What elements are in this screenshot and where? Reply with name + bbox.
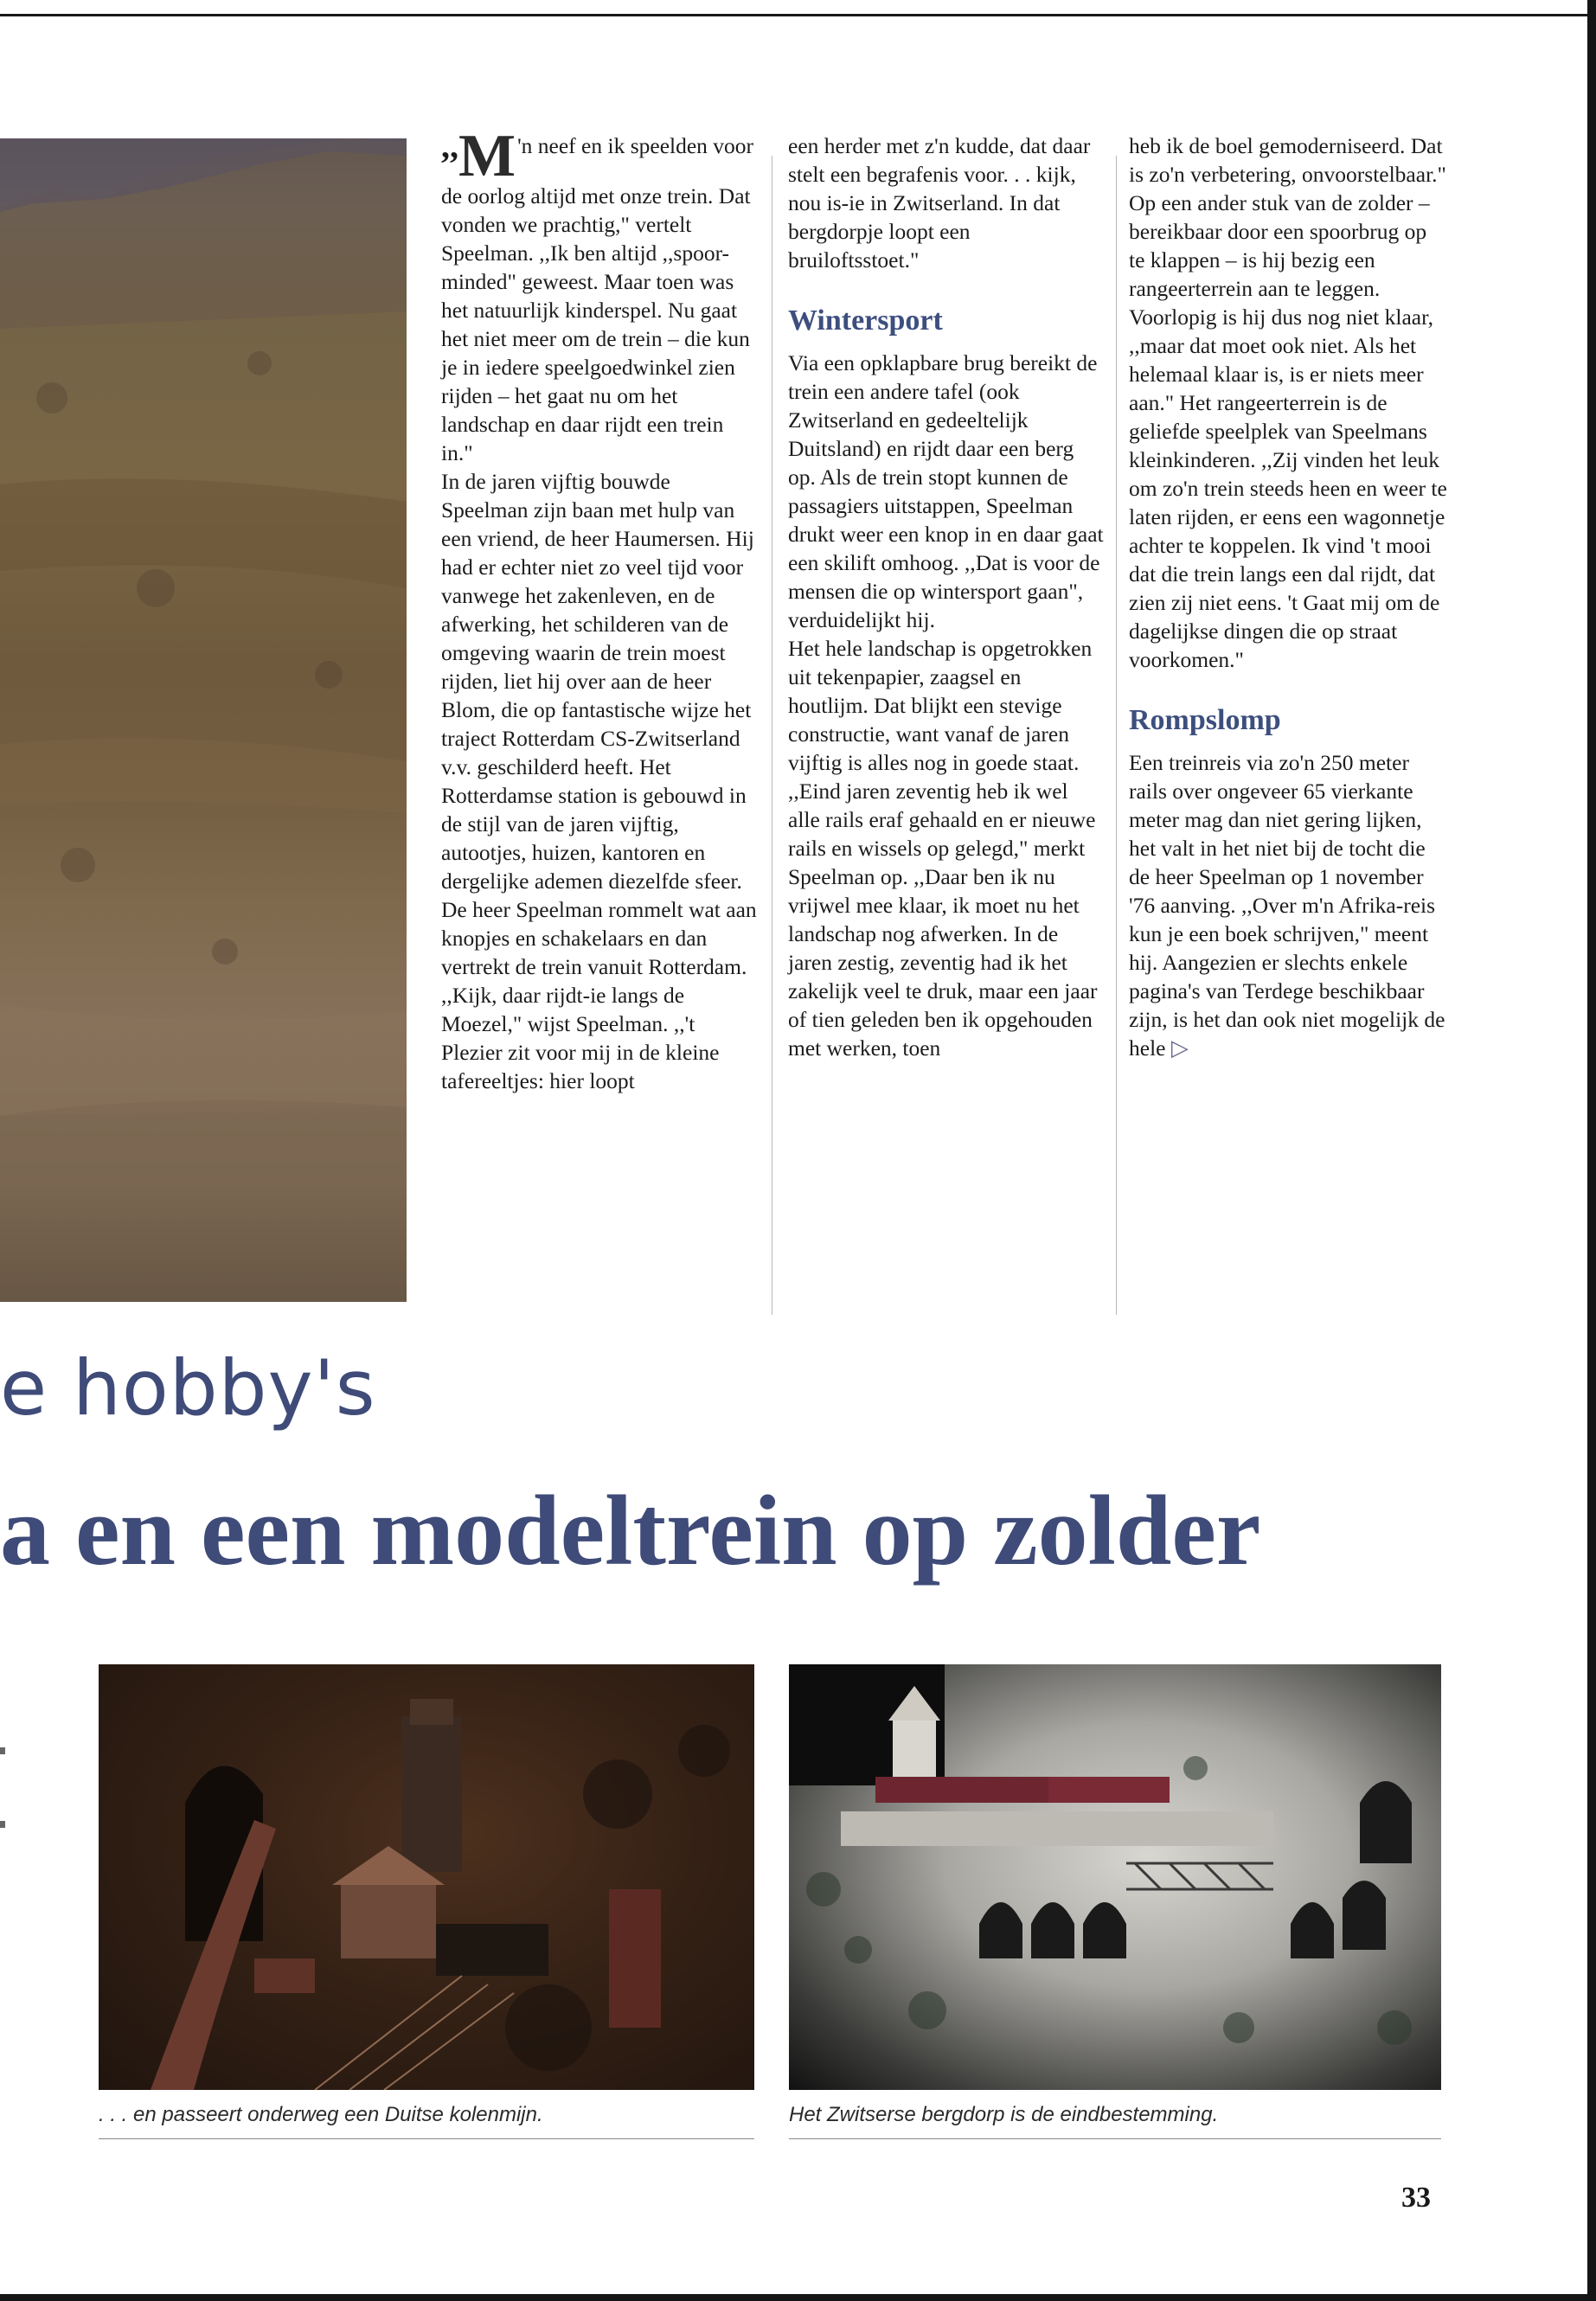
scan-edge-bottom	[0, 2294, 1596, 2301]
paragraph: een herder met z'n kudde, dat daar stelt een begrafenis voor. . . kijk, nou is-ie in Zwitserland. In dat bergdorpje loopt een bruiloftsstoet."	[788, 133, 1091, 272]
opening-paragraph	[441, 123, 758, 467]
column-rule	[1116, 156, 1117, 1315]
paragraph	[1129, 748, 1447, 1062]
paragraph: Het hele landschap is opgetrokken uit tekenpapier, zaagsel en houtlijm. Dat blijkt een stevige constructie, want vanaf de jaren vijftig is alles nog in goede staat. ,,Eind jaren zeventig heb ik wel alle rails eraf gehaald en er nieuwe rails en wissels op gelegd," merkt Speelman op. ,,Daar ben ik nu vrijwel mee klaar, ik moet nu het landschap nog afwerken. In de jaren zestig, zeventig had ik het zakelijk veel te druk, maar een jaar of tien geleden ben ik opgehouden met werken, toen	[788, 636, 1098, 1061]
paragraph: Via een opklapbare brug bereikt de trein een andere tafel (ook Zwitserland en gedeeltelijk Duitsland) en rijdt daar een berg op. Als de trein stopt kunnen de passagiers uitstappen, Speelman drukt weer een knop in en daar gaat een skilift omhoog. ,,Dat is voor de mensen die op wintersport gaan", verduidelijkt hij.	[788, 350, 1104, 632]
margin-mark	[0, 1821, 5, 1828]
photo-caption-right: Het Zwitserse bergdorp is de eindbestemming.	[789, 2103, 1219, 2126]
swiss-village-photo	[789, 1664, 1441, 2090]
opening-quote-mark: ,,	[441, 126, 458, 165]
caption-rule	[99, 2138, 754, 2139]
paragraph: Op een ander stuk van de zolder – bereikbaar door een spoorbrug op te klappen – is hij bezig een rangeerterrein aan te leggen. Voorlopig is hij dus nog niet klaar, ,,maar dat moet ook niet. Als het helemaal klaar is, is er niets meer aan." Het rangeerterrein is de geliefde speelplek van Speelmans kleinkinderen. ,,Zij vinden het leuk om zo'n trein steeds heen en weer te laten rijden, er eens een wagonnetje achter te koppelen. Ik vind 't mooi dat die trein langs een dal rijdt, dat zien zij niet eens. 't Gaat mij om de dagelijkse dingen die op straat voorkomen."	[1129, 190, 1447, 672]
article-column-2	[788, 131, 1105, 1062]
subhead-rompslomp: Rompslomp	[1129, 704, 1281, 736]
headline-line-2: a en een modeltrein op zolder	[0, 1476, 1261, 1586]
paragraph: De heer Speelman rommelt wat aan knopjes en schakelaars en dan vertrekt de trein vanuit Rotterdam. ,,Kijk, daar rijdt-ie langs de Moezel," wijst Speelman. ,,'t Plezier zit voor mij in de kleine tafereeltjes: hier loopt	[441, 897, 757, 1093]
article-column-1	[441, 123, 758, 1095]
paragraph-text: 'n neef en ik speelden voor de oorlog altijd met onze trein. Dat vonden we prachtig," vertelt Speelman. ,,Ik ben altijd ,,spoor-minded" geweest. Maar toen was het natuurlijk kinderspel. Nu gaat het niet meer om de trein – die kun je in iedere speelgoedwinkel zien rijden – het gaat nu om het landschap en daar rijdt een trein in."	[441, 133, 754, 465]
top-rule	[0, 14, 1596, 16]
scan-edge-right	[1587, 0, 1596, 2301]
paragraph: heb ik de boel gemoderniseerd. Dat is zo'n verbetering, onvoorstelbaar."	[1129, 133, 1446, 187]
paragraph-text: Een treinreis via zo'n 250 meter rails over ongeveer 65 vierkante meter mag dan niet gering lijken, het valt in het niet bij de tocht die de heer Speelman op 1 november '76 aanving. ,,Over m'n Afrika-reis kun je een boek schrijven," meent hij. Aangezien er slechts enkele pagina's van Terdege beschikbaar zijn, is het dan ook niet mogelijk de hele	[1129, 750, 1445, 1061]
mountain-photo	[0, 138, 407, 1302]
margin-mark	[0, 1747, 5, 1754]
page-number: 33	[1401, 2182, 1431, 2214]
continue-arrow-icon: ▷	[1170, 1035, 1189, 1061]
photo-caption-left: . . . en passeert onderweg een Duitse kolenmijn.	[99, 2103, 543, 2126]
paragraph: In de jaren vijftig bouwde Speelman zijn baan met hulp van een vriend, de heer Haumersen. Hij had er echter niet zo veel tijd voor vanwege het zakenleven, en de afwerking, het schilderen van de omgeving waarin de trein moest rijden, liet hij over aan de heer Blom, die op fantastische wijze het traject Rotterdam CS-Zwitserland v.v. geschilderd heeft. Het Rotterdamse station is gebouwd in de stijl van de jaren vijftig, autootjes, huizen, kantoren en dergelijke ademen diezelfde sfeer.	[441, 469, 754, 894]
caption-rule	[789, 2138, 1441, 2139]
article-column-3	[1129, 131, 1447, 1062]
headline-line-1: e hobby's	[0, 1343, 376, 1433]
subhead-wintersport: Wintersport	[788, 304, 943, 336]
dropcap: M	[458, 123, 516, 189]
coal-mine-photo	[99, 1664, 754, 2090]
